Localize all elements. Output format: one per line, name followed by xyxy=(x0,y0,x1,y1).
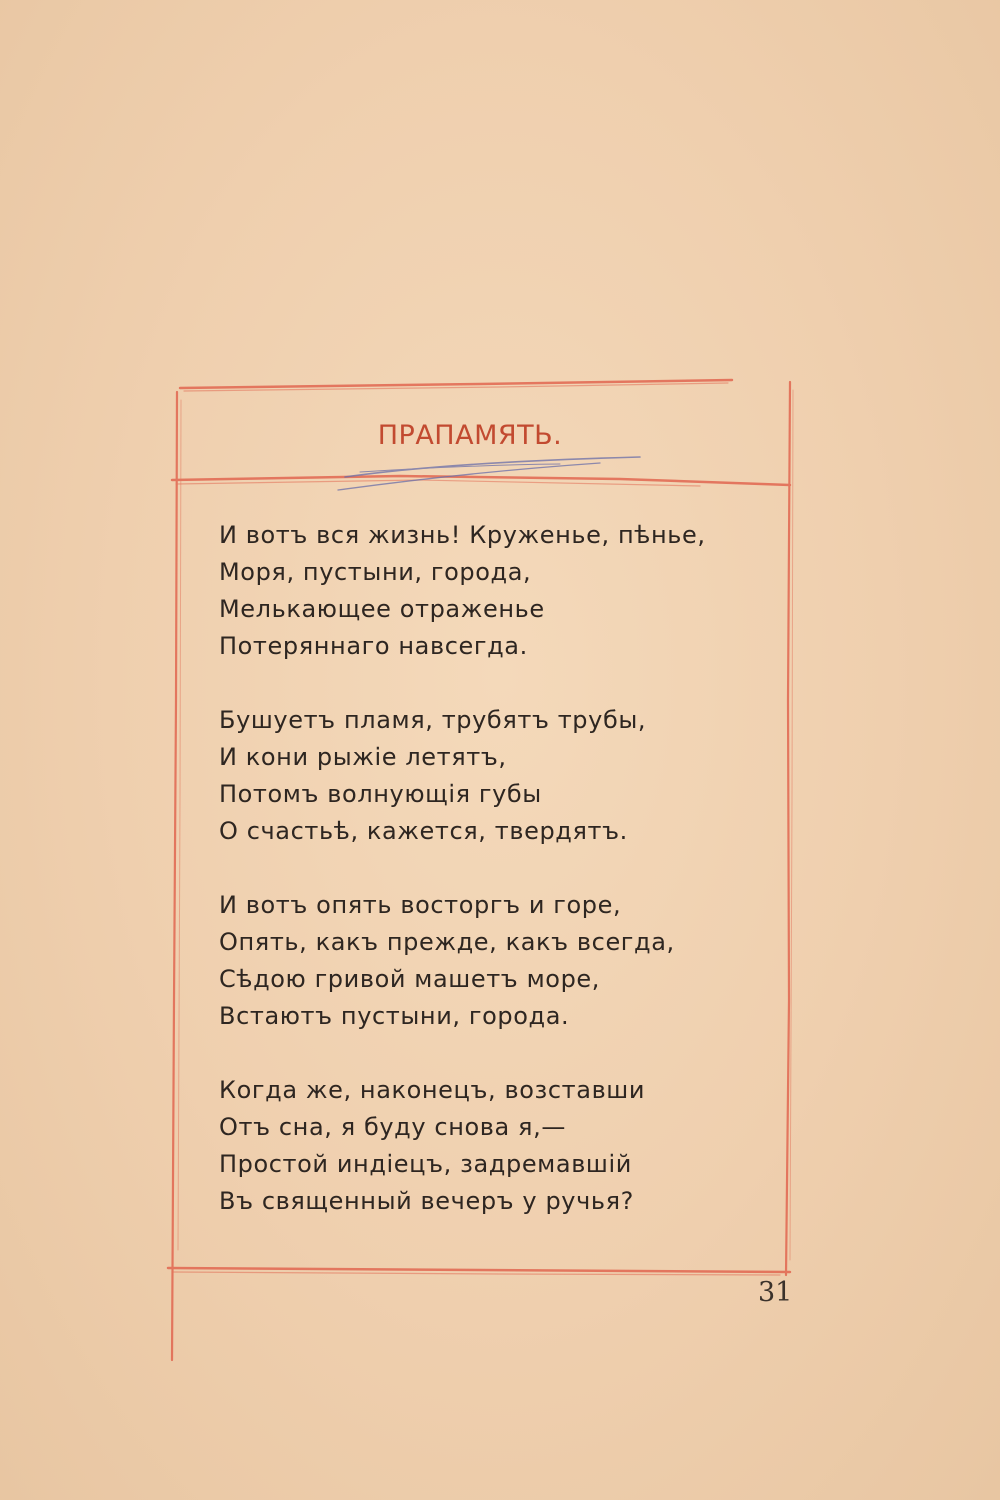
poem-line: И вотъ вся жизнь! Круженье, пѣнье, xyxy=(219,521,706,549)
poem-line: О счастьѣ, кажется, твердятъ. xyxy=(219,817,628,845)
poem-title: ПРАПАМЯТЬ. xyxy=(377,420,563,451)
poem-line: И вотъ опять восторгъ и горе, xyxy=(219,891,622,919)
poem-line: Опять, какъ прежде, какъ всегда, xyxy=(219,928,675,956)
poem-line: Моря, пустыни, города, xyxy=(219,558,532,586)
stanza-3 xyxy=(219,887,779,1035)
page-number: 31 xyxy=(758,1277,793,1308)
poem-line: Отъ сна, я буду снова я,— xyxy=(219,1113,566,1141)
poem-line: Бушуетъ пламя, трубятъ трубы, xyxy=(219,706,647,734)
poem-line: Въ священный вечеръ у ручья? xyxy=(219,1187,635,1215)
poem-line: Сѣдою гривой машетъ море, xyxy=(219,965,601,993)
poem-line: И кони рыжіе летятъ, xyxy=(219,743,507,771)
poem-line: Потомъ волнующія губы xyxy=(219,780,542,808)
stanza-2 xyxy=(219,702,779,850)
poem-line: Простой индіецъ, задремавшій xyxy=(219,1150,632,1178)
poem-body xyxy=(219,517,779,1257)
poem-line: Потеряннаго навсегда. xyxy=(219,632,528,660)
stanza-1 xyxy=(219,517,779,665)
poem-line: Встаютъ пустыни, города. xyxy=(219,1002,570,1030)
poem-line: Когда же, наконецъ, возставши xyxy=(219,1076,646,1104)
poem-line: Мелькающее отраженье xyxy=(219,595,545,623)
stanza-4 xyxy=(219,1072,779,1220)
